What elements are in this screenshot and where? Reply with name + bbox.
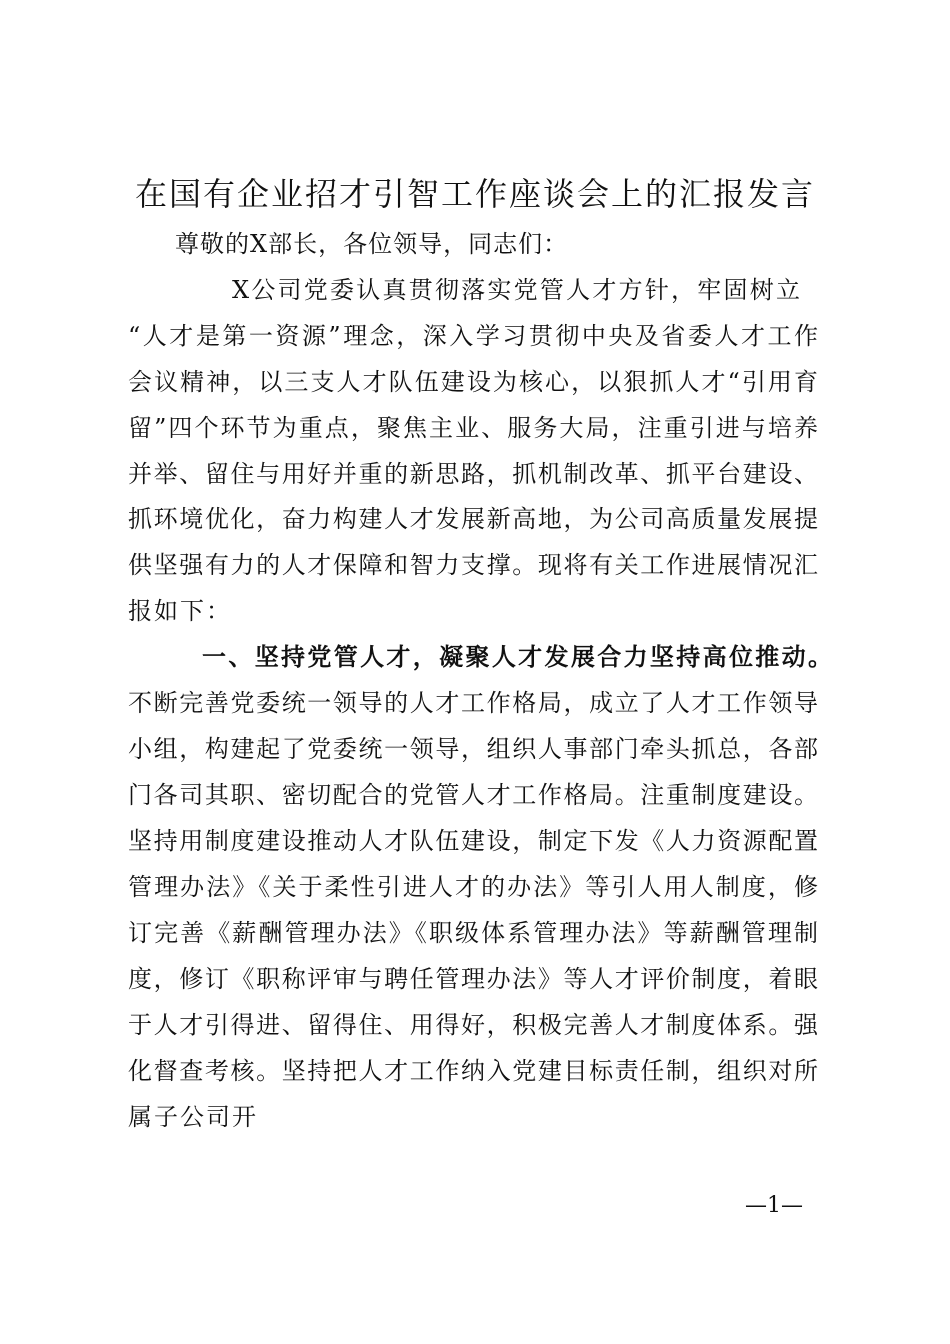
- paragraph-line: 供坚强有力的人才保障和智力支撑。现将有关工作进展情况汇: [128, 551, 818, 579]
- paragraph-line: 度，修订《职称评审与聘任管理办法》等人才评价制度，着眼: [128, 965, 818, 993]
- paragraph-line: 并举、留住与用好并重的新思路，抓机制改革、抓平台建设、: [128, 460, 818, 488]
- paragraph-line: “人才是第一资源”理念，深入学习贯彻中央及省委人才工作: [128, 322, 818, 350]
- paragraph-line: X公司党委认真贯彻落实党管人才方针，牢固树立: [232, 276, 800, 304]
- paragraph-line: 属子公司开: [128, 1103, 258, 1131]
- paragraph-line: 小组，构建起了党委统一领导，组织人事部门牵头抓总，各部: [128, 735, 818, 763]
- paragraph-line: 坚持用制度建设推动人才队伍建设，制定下发《人力资源配置: [128, 827, 818, 855]
- paragraph-line: 抓环境优化，奋力构建人才发展新高地，为公司高质量发展提: [128, 505, 818, 533]
- salutation: 尊敬的X部长，各位领导，同志们：: [175, 230, 569, 258]
- page-number: —1—: [745, 1193, 803, 1218]
- document-title: 在国有企业招才引智工作座谈会上的汇报发言: [134, 175, 815, 213]
- paragraph-line: 报如下：: [128, 597, 232, 625]
- paragraph-line: 留”四个环节为重点，聚焦主业、服务大局，注重引进与培养: [128, 414, 818, 442]
- paragraph-line: 订完善《薪酬管理办法》《职级体系管理办法》等薪酬管理制: [128, 919, 818, 947]
- paragraph-line: 门各司其职、密切配合的党管人才工作格局。注重制度建设。: [128, 781, 818, 809]
- section-heading: 一、坚持党管人才，凝聚人才发展合力坚持高位推动。: [202, 642, 832, 671]
- paragraph-line: 管理办法》《关于柔性引进人才的办法》等引人用人制度，修: [128, 873, 818, 901]
- paragraph-line: 化督查考核。坚持把人才工作纳入党建目标责任制，组织对所: [128, 1057, 818, 1085]
- paragraph-line: 会议精神，以三支人才队伍建设为核心，以狠抓人才“引用育: [128, 368, 818, 396]
- paragraph-line: 于人才引得进、留得住、用得好，积极完善人才制度体系。强: [128, 1011, 818, 1039]
- paragraph-line: 不断完善党委统一领导的人才工作格局，成立了人才工作领导: [128, 689, 818, 717]
